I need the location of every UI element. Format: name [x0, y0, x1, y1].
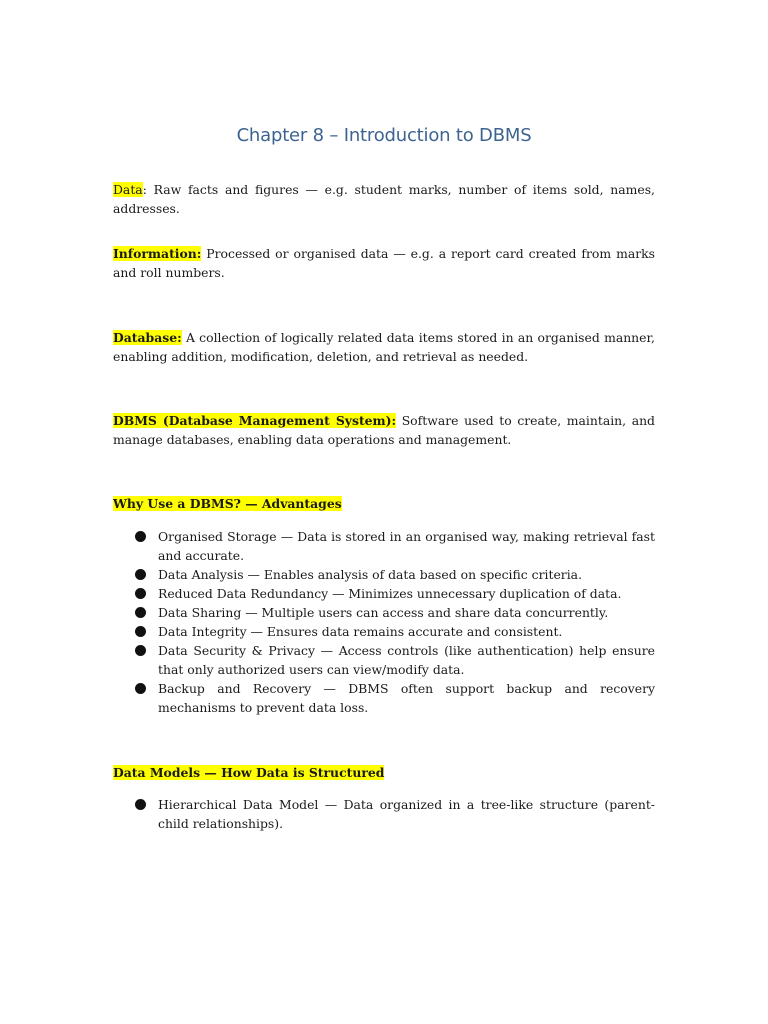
bullet-icon — [135, 531, 146, 542]
bullet-icon — [135, 569, 146, 580]
bullet-icon — [135, 645, 146, 656]
bullet-icon — [135, 588, 146, 599]
advantages-list — [113, 527, 655, 717]
list-item-text: Data Integrity — Ensures data remains accurate and consistent. — [158, 624, 563, 639]
list-item-text: Hierarchical Data Model — Data organized in a tree-like structure (parent-child relationships). — [158, 797, 655, 831]
list-item-text: Organised Storage — Data is stored in an organised way, making retrieval fast and accurate. — [158, 529, 655, 563]
list-item — [113, 795, 655, 833]
list-item-text: Backup and Recovery — DBMS often support backup and recovery mechanisms to prevent data loss. — [158, 681, 655, 715]
term-information: Information: — [113, 246, 202, 261]
list-item — [113, 641, 655, 679]
term-dbms: DBMS (Database Management System): — [113, 413, 397, 428]
term-database: Database: — [113, 330, 182, 345]
advantages-heading — [113, 494, 342, 513]
definition-database — [113, 328, 655, 366]
definition-data — [113, 180, 655, 218]
bullet-icon — [135, 607, 146, 618]
bullet-icon — [135, 799, 146, 810]
list-item — [113, 603, 655, 622]
advantages-heading-text: Why Use a DBMS? — Advantages — [113, 496, 342, 511]
list-item — [113, 584, 655, 603]
definition-dbms-text: Software used to create, maintain, and manage databases, enabling data operations and management. — [113, 413, 655, 447]
page-title: Chapter 8 – Introduction to DBMS — [236, 125, 532, 146]
list-item — [113, 679, 655, 717]
bullet-icon — [135, 683, 146, 694]
bullet-icon — [135, 626, 146, 637]
list-item-text: Data Security & Privacy — Access controls (like authentication) help ensure that only authorized users can view/modify data. — [158, 643, 655, 677]
definition-dbms — [113, 411, 655, 449]
definition-information — [113, 244, 655, 282]
list-item-text: Reduced Data Redundancy — Minimizes unnecessary duplication of data. — [158, 586, 622, 601]
list-item-text: Data Sharing — Multiple users can access and share data concurrently. — [158, 605, 609, 620]
term-data-separator: : — [142, 182, 147, 197]
definition-database-text: A collection of logically related data items stored in an organised manner, enabling addition, modification, deletion, and retrieval as needed. — [113, 330, 655, 364]
list-item — [113, 527, 655, 565]
data-models-list — [113, 795, 655, 833]
data-models-heading-text: Data Models — How Data is Structured — [113, 765, 385, 780]
list-item-text: Data Analysis — Enables analysis of data based on specific criteria. — [158, 567, 583, 582]
data-models-heading — [113, 763, 384, 782]
definition-data-text: Raw facts and figures — e.g. student marks, number of items sold, names, addresses. — [113, 182, 655, 216]
list-item — [113, 622, 655, 641]
list-item — [113, 565, 655, 584]
term-data: Data — [113, 182, 143, 197]
definition-information-text: Processed or organised data — e.g. a report card created from marks and roll numbers. — [113, 246, 655, 280]
